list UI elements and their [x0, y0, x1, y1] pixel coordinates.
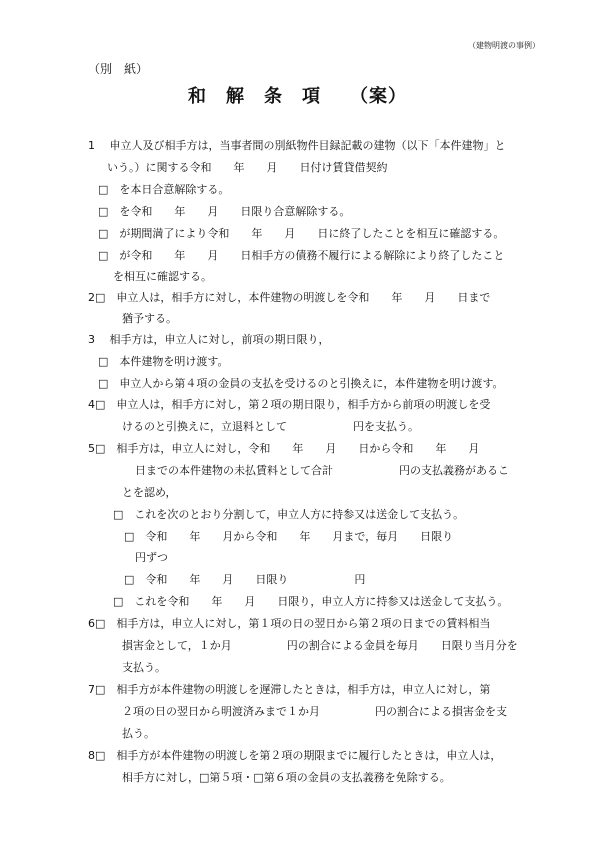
clause-1-option-4: □ が令和 年 月 日相手方の債務不履行による解除により終了したこと: [98, 249, 505, 262]
clause-6-line-2: 損害金として，１か月 円の割合による金員を毎月 日限り当月分を: [122, 639, 518, 652]
clause-3-option-1: □ 本件建物を明け渡す。: [98, 355, 229, 368]
clause-5-suboption-final: □ 令和 年 月 日限り 円: [124, 573, 366, 586]
clause-5-line-2: 日までの本件建物の未払賃料として合計 円の支払義務があるこ: [135, 464, 509, 477]
clause-3-option-2: □ 申立人から第４項の金員の支払を受けるのと引換えに，本件建物を明け渡す。: [98, 377, 504, 390]
clause-1-line-1: 1 申立人及び相手方は，当事者間の別紙物件目録記載の建物（以下「本件建物」と: [88, 139, 506, 152]
clause-5-line-3: とを認め，: [122, 486, 177, 499]
case-type-label: （建物明渡の事例）: [468, 41, 540, 50]
clause-5-line-1: 5□ 相手方は，申立人に対し，令和 年 月 日から令和 年 月: [88, 442, 480, 455]
clause-2-line-2: 猶予する。: [122, 312, 177, 325]
clause-5-option-installments: □ これを次のとおり分割して，申立人方に持参又は送金して支払う。: [113, 508, 465, 521]
clause-2-line-1: 2□ 申立人は，相手方に対し，本件建物の明渡しを令和 年 月 日まで: [88, 291, 491, 304]
clause-7-line-1: 7□ 相手方が本件建物の明渡しを遅滞したときは，相手方は，申立人に対し，第: [88, 683, 491, 696]
clause-5-suboption-monthly: □ 令和 年 月から令和 年 月まで，毎月 日限り: [124, 530, 454, 543]
clause-8-line-2: 相手方に対し，□第５項・□第６項の金員の支払義務を免除する。: [122, 771, 451, 784]
clause-6-line-1: 6□ 相手方は，申立人に対し，第１項の日の翌日から第２項の日までの賃料相当: [88, 617, 491, 630]
clause-3-line-1: 3 相手方は，申立人に対し，前項の期日限り，: [88, 333, 330, 346]
document-title: 和 解 条 項 （案）: [188, 86, 407, 107]
clause-7-line-3: 払う。: [122, 727, 155, 740]
clause-1-line-2: いう。）に関する令和 年 月 日付け賃貸借契約: [107, 161, 388, 174]
clause-4-line-1: 4□ 申立人は，相手方に対し，第２項の期日限り，相手方から前項の明渡しを受: [88, 398, 491, 411]
clause-1-option-3: □ が期間満了により令和 年 月 日に終了したことを相互に確認する。: [98, 227, 505, 240]
clause-1-option-2: □ を令和 年 月 日限り合意解除する。: [98, 205, 351, 218]
clause-6-line-3: 支払う。: [122, 661, 166, 674]
clause-7-line-2: ２項の日の翌日から明渡済みまで１か月 円の割合による損害金を支: [122, 705, 507, 718]
clause-5-option-lump-sum: □ これを令和 年 月 日限り，申立人方に持参又は送金して支払う。: [113, 595, 509, 608]
clause-1-option-1: □ を本日合意解除する。: [98, 183, 230, 196]
clause-1-option-4-cont: を相互に確認する。: [113, 270, 212, 283]
attachment-label: （別 紙）: [88, 62, 149, 76]
clause-4-line-2: けるのと引換えに，立退料として 円を支払う。: [122, 420, 419, 433]
clause-5-suboption-monthly-cont: 円ずつ: [135, 551, 168, 564]
clause-8-line-1: 8□ 相手方が本件建物の明渡しを第２項の期限までに履行したときは，申立人は，: [88, 749, 502, 762]
